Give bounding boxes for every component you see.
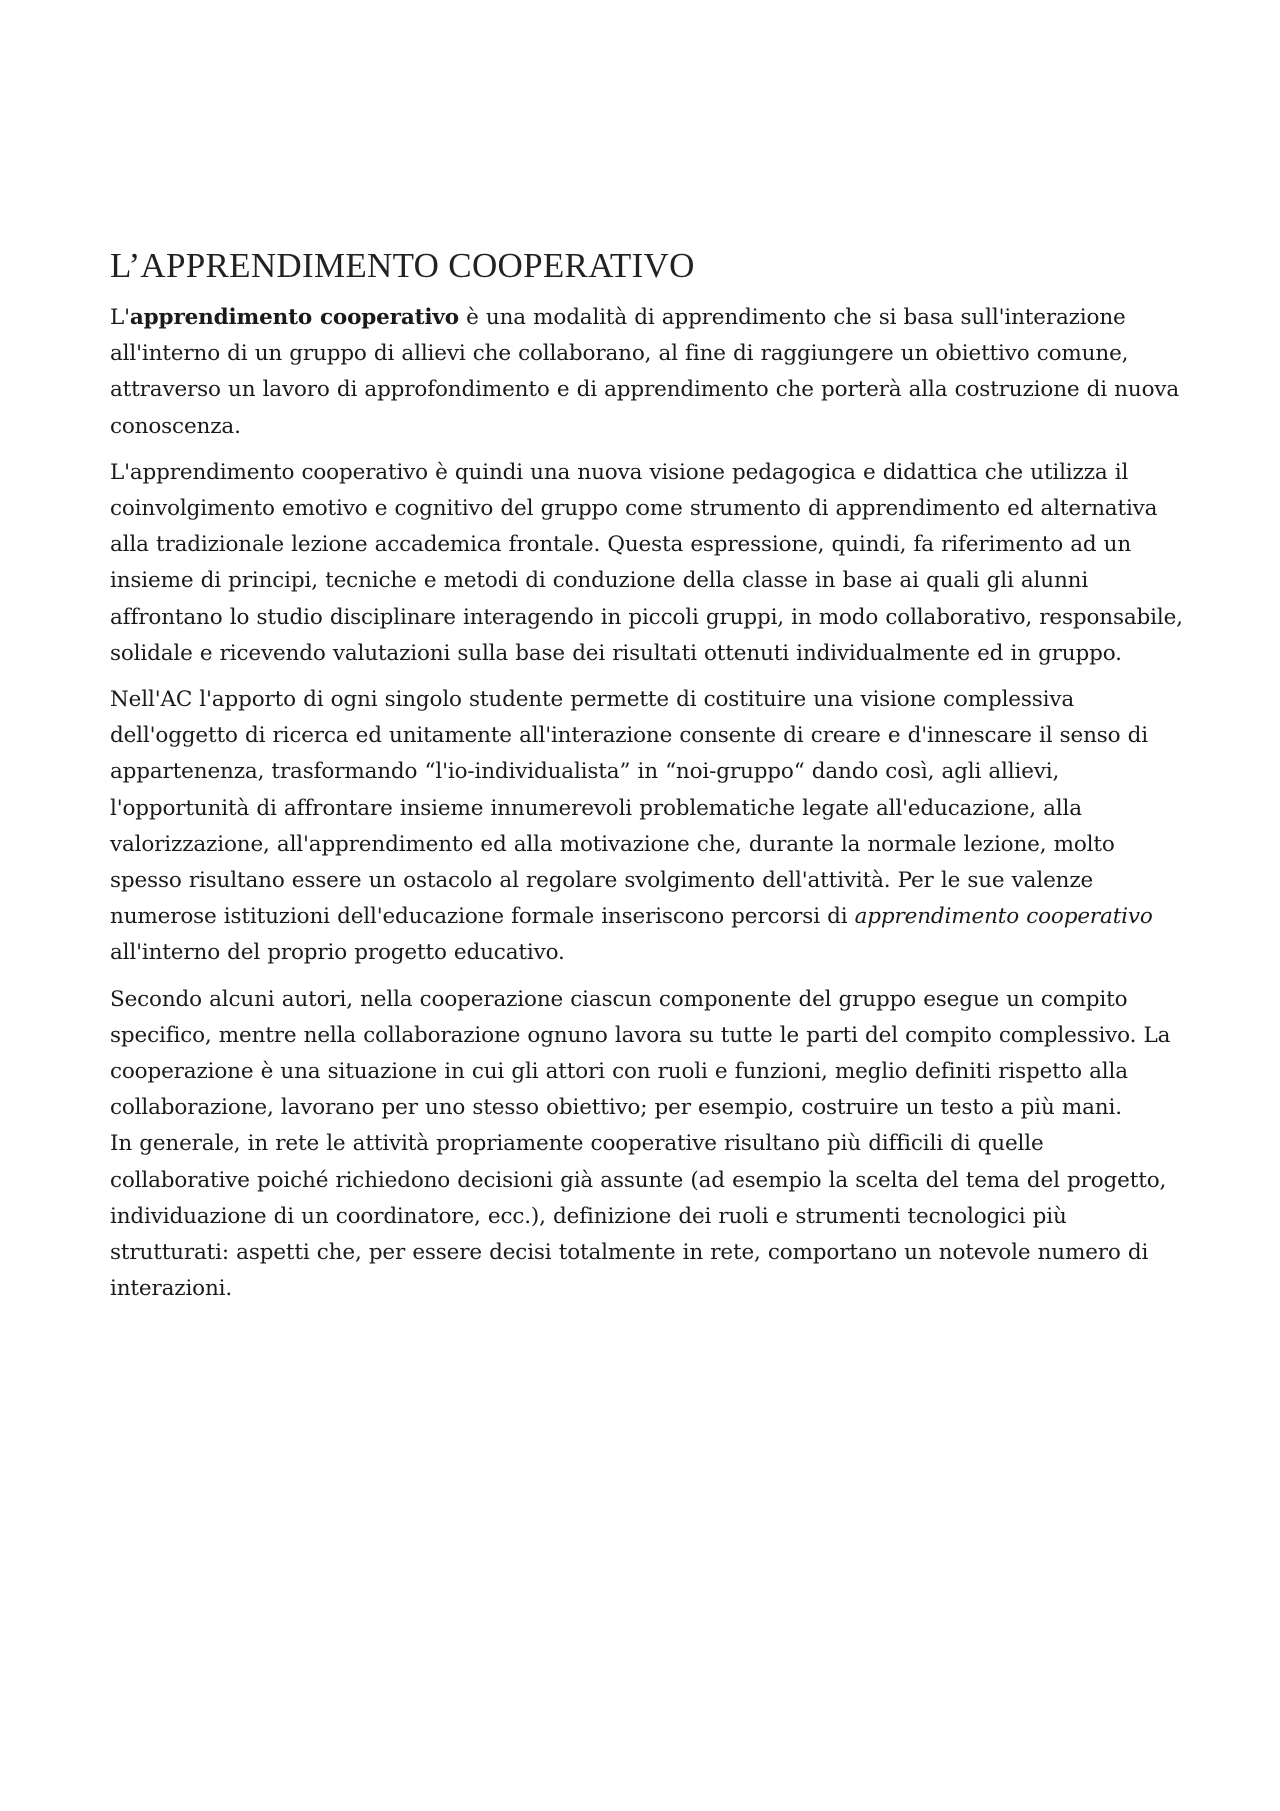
- intro-rest: è una modalità di apprendimento che si basa sull'interazione all'interno di un gruppo di allievi che collaborano, al fine di raggiungere un obiettivo comune, attraverso un lavoro di approfondimento e di apprendimento che porterà alla costruzione di nuova conoscenza.: [110, 305, 1180, 439]
- ac-italic-term: apprendimento cooperativo: [854, 904, 1153, 930]
- document-page: [110, 244, 1190, 1317]
- intro-prefix: L': [110, 305, 130, 330]
- paragraph-network: In generale, in rete le attività propriamente cooperative risultano più difficili di quelle collaborative poiché richiedono decisioni già assunte (ad esempio la scelta del tema del progetto, individuazione di un coordinatore, ecc.), definizione dei ruoli e strumenti tecnologici più strutturati: aspetti che, per essere decisi totalmente in rete, comportano un notevole numero di interazioni.: [110, 1131, 1167, 1302]
- paragraph-vision: L'apprendimento cooperativo è quindi una nuova visione pedagogica e didattica che utilizza il coinvolgimento emotivo e cognitivo del gruppo come strumento di apprendimento ed alternativa alla tradizionale lezione accademica frontale. Questa espressione, quindi, fa riferimento ad un insieme di principi, tecniche e metodi di conduzione della classe in base ai quali gli alunni affrontano lo studio disciplinare interagendo in piccoli gruppi, in modo collaborativo, responsabile, solidale e ricevendo valutazioni sulla base dei risultati ottenuti individualmente ed in gruppo.: [110, 459, 1183, 666]
- paragraph-authors: Secondo alcuni autori, nella cooperazione ciascun componente del gruppo esegue un compito specifico, mentre nella collaborazione ognuno lavora su tutte le parti del compito complessivo. La cooperazione è una situazione in cui gli attori con ruoli e funzioni, meglio definiti rispetto alla collaborazione, lavorano per uno stesso obiettivo; per esempio, costruire un testo a più mani.: [110, 986, 1171, 1121]
- paragraph-intro: [110, 300, 1190, 445]
- ac-end: all'interno del proprio progetto educativo.: [110, 940, 565, 966]
- paragraph-ac: [110, 682, 1190, 972]
- intro-bold-term: apprendimento cooperativo: [129, 305, 459, 330]
- document-title: L’APPRENDIMENTO COOPERATIVO: [110, 246, 695, 285]
- ac-text: Nell'AC l'apporto di ogni singolo studente permette di costituire una visione complessiva dell'oggetto di ricerca ed unitamente all'interazione consente di creare e d'innescare il senso di appartenenza, trasformando “l'io-individualista” in “noi-gruppo“ dando così, agli allievi, l'opportunità di affrontare insieme innumerevoli problematiche legate all'educazione, alla valorizzazione, all'apprendimento ed alla motivazione che, durante la normale lezione, molto spesso risultano essere un ostacolo al regolare svolgimento dell'attività. Per le sue valenze numerose istituzioni dell'educazione formale inseriscono percorsi di: [110, 687, 1148, 930]
